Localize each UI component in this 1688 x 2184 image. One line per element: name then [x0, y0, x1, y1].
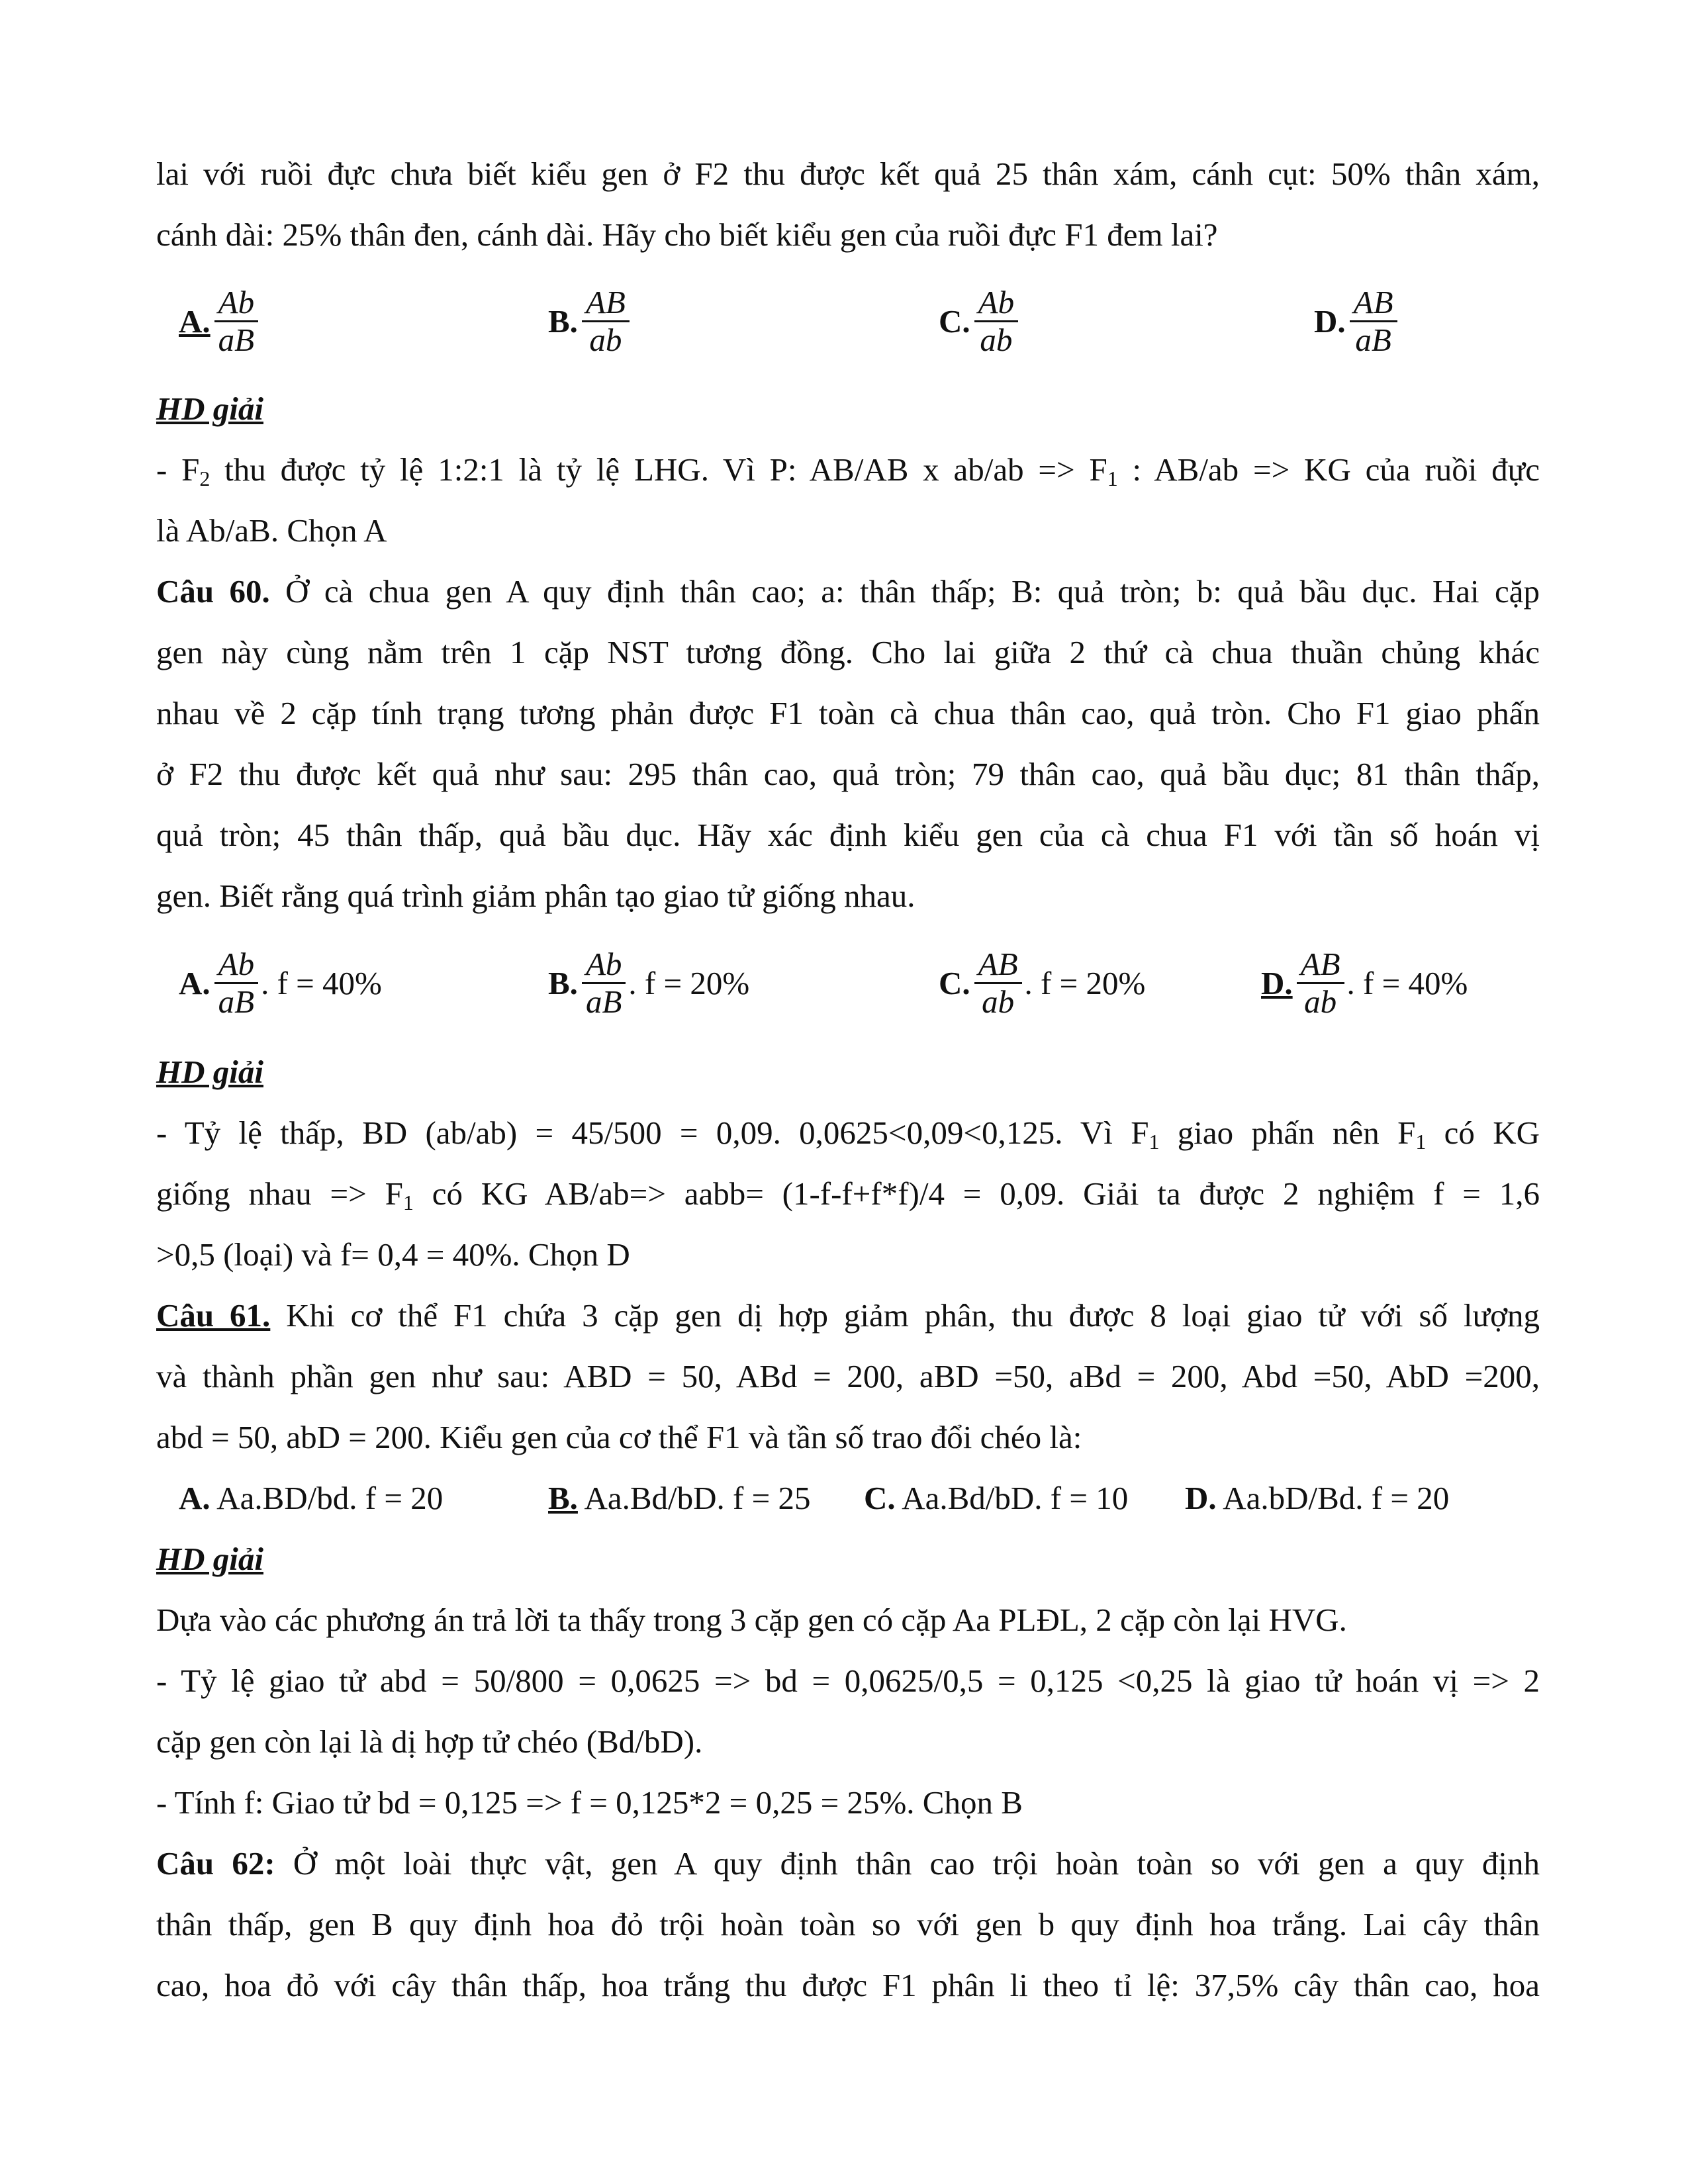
- genotype-fraction: $\frac{AB}{ab}$: [974, 946, 1022, 1020]
- q61-solution-line-2: - Tỷ lệ giao tử abd = 50/800 = 0,0625 => bd = 0,0625/0,5 = 0,125 <0,25 là giao tử hoán vị => 2: [156, 1662, 1540, 1699]
- q61-solution-heading: HD giải: [156, 1541, 263, 1577]
- q61-solution-line-3: cặp gen còn lại là dị hợp tử chéo (Bd/bD).: [156, 1723, 703, 1760]
- q60-line-6: gen. Biết rằng quá trình giảm phân tạo giao tử giống nhau.: [156, 878, 915, 914]
- genotype-fraction: $\frac{Ab}{ab}$: [974, 285, 1018, 358]
- q59-option-c: C. $\frac{Ab}{ab}$: [939, 281, 1018, 361]
- q60-line-2: gen này cùng nằm trên 1 cặp NST tương đồng. Cho lai giữa 2 thứ cà chua thuần chủng khác: [156, 634, 1540, 670]
- q62-line-3: cao, hoa đỏ với cây thân thấp, hoa trắng thu được F1 phân li theo tỉ lệ: 37,5% cây thân cao, hoa: [156, 1967, 1540, 2003]
- genotype-fraction: $\frac{Ab}{aB}$: [214, 946, 258, 1020]
- q60-solution-line-3: >0,5 (loại) và f= 0,4 = 40%. Chọn D: [156, 1236, 630, 1273]
- q59-option-a: A. $\frac{Ab}{aB}$: [179, 281, 258, 361]
- q60-title: Câu 60.: [156, 573, 270, 610]
- q61-option-c: C. Aa.Bd/bD. f = 10: [864, 1480, 1129, 1516]
- q59-solution-line-2: là Ab/aB. Chọn A: [156, 512, 387, 549]
- genotype-fraction: $\frac{AB}{ab}$: [582, 285, 630, 358]
- q60-solution-heading: HD giải: [156, 1054, 263, 1090]
- q61-line-2: và thành phần gen như sau: ABD = 50, ABd = 200, aBD =50, aBd = 200, Abd =50, AbD =200,: [156, 1358, 1540, 1394]
- q59-option-d: D. $\frac{AB}{aB}$: [1314, 281, 1397, 361]
- q60-solution-line-2: giống nhau => $F_1$ có KG AB/ab=> aabb= (1-f-f+f*f)/4 = 0,09. Giải ta được 2 nghiệm f = 1,6: [156, 1175, 1540, 1214]
- q59-line-1: lai với ruồi đực chưa biết kiểu gen ở F2 thu được kết quả 25 thân xám, cánh cụt: 50% thân xám,: [156, 156, 1540, 192]
- q60-line-3: nhau về 2 cặp tính trạng tương phản được F1 toàn cà chua thân cao, quả tròn. Cho F1 giao phấn: [156, 695, 1540, 731]
- q59-solution-line-1: - $F_2$ thu được tỷ lệ 1:2:1 là tỷ lệ LHG. Vì P: AB/AB x $ab/ab => F_1$ : AB/ab => KG của ruồi đực: [156, 451, 1540, 490]
- q62-line-1: Câu 62: Ở một loài thực vật, gen A quy định thân cao trội hoàn toàn so với gen a quy định: [156, 1845, 1540, 1882]
- q61-solution-line-1: Dựa vào các phương án trả lời ta thấy trong 3 cặp gen có cặp Aa PLĐL, 2 cặp còn lại HVG.: [156, 1602, 1347, 1638]
- q62-line-2: thân thấp, gen B quy định hoa đỏ trội hoàn toàn so với gen b quy định hoa trắng. Lai cây thân: [156, 1906, 1540, 1942]
- genotype-fraction: $\frac{AB}{aB}$: [1350, 285, 1397, 358]
- q61-option-d: D. Aa.bD/Bd. f = 20: [1185, 1480, 1450, 1516]
- genotype-fraction: $\frac{Ab}{aB}$: [214, 285, 258, 358]
- q59-option-b: B. $\frac{AB}{ab}$: [548, 281, 630, 361]
- q59-line-2: cánh dài: 25% thân đen, cánh dài. Hãy cho biết kiểu gen của ruồi đực F1 đem lai?: [156, 216, 1218, 253]
- q60-option-c: C. $\frac{AB}{ab}$ . f = 20%: [939, 945, 1146, 1020]
- q59-solution-heading: HD giải: [156, 390, 263, 427]
- q61-line-1: Câu 61. Khi cơ thể F1 chứa 3 cặp gen dị hợp giảm phân, thu được 8 loại giao tử với số lượng: [156, 1297, 1540, 1334]
- q61-solution-line-4: - Tính f: Giao tử bd = 0,125 => f = 0,125*2 = 0,25 = 25%. Chọn B: [156, 1784, 1023, 1821]
- q61-title: Câu 61.: [156, 1297, 271, 1334]
- q61-option-b: B. Aa.Bd/bD. f = 25: [548, 1480, 811, 1516]
- genotype-fraction: $\frac{AB}{ab}$: [1297, 946, 1344, 1020]
- q60-option-a: A. $\frac{Ab}{aB}$ . f = 40%: [179, 945, 382, 1020]
- q60-line-5: quả tròn; 45 thân thấp, quả bầu dục. Hãy xác định kiểu gen của cà chua F1 với tần số hoán vị: [156, 817, 1540, 853]
- q60-line-4: ở F2 thu được kết quả như sau: 295 thân cao, quả tròn; 79 thân cao, quả bầu dục; 81 thân thấp,: [156, 756, 1540, 792]
- genotype-fraction: $\frac{Ab}{aB}$: [582, 946, 626, 1020]
- q61-option-a: A. Aa.BD/bd. f = 20: [179, 1480, 444, 1516]
- q60-option-b: B. $\frac{Ab}{aB}$ . f = 20%: [548, 945, 750, 1020]
- q60-solution-line-1: - Tỷ lệ thấp, BD (ab/ab) = 45/500 = 0,09. 0,0625<0,09<0,125. Vì $F_1$ giao phấn nên $F_1$ có KG: [156, 1115, 1540, 1154]
- q61-line-3: abd = 50, abD = 200. Kiểu gen của cơ thể F1 và tần số trao đổi chéo là:: [156, 1419, 1082, 1455]
- q62-title: Câu 62:: [156, 1845, 275, 1882]
- q60-option-d: D. $\frac{AB}{ab}$ . f = 40%: [1261, 945, 1468, 1020]
- q60-line-1: Câu 60. Ở cà chua gen A quy định thân cao; a: thân thấp; B: quả tròn; b: quả bầu dục. Hai cặp: [156, 573, 1540, 610]
